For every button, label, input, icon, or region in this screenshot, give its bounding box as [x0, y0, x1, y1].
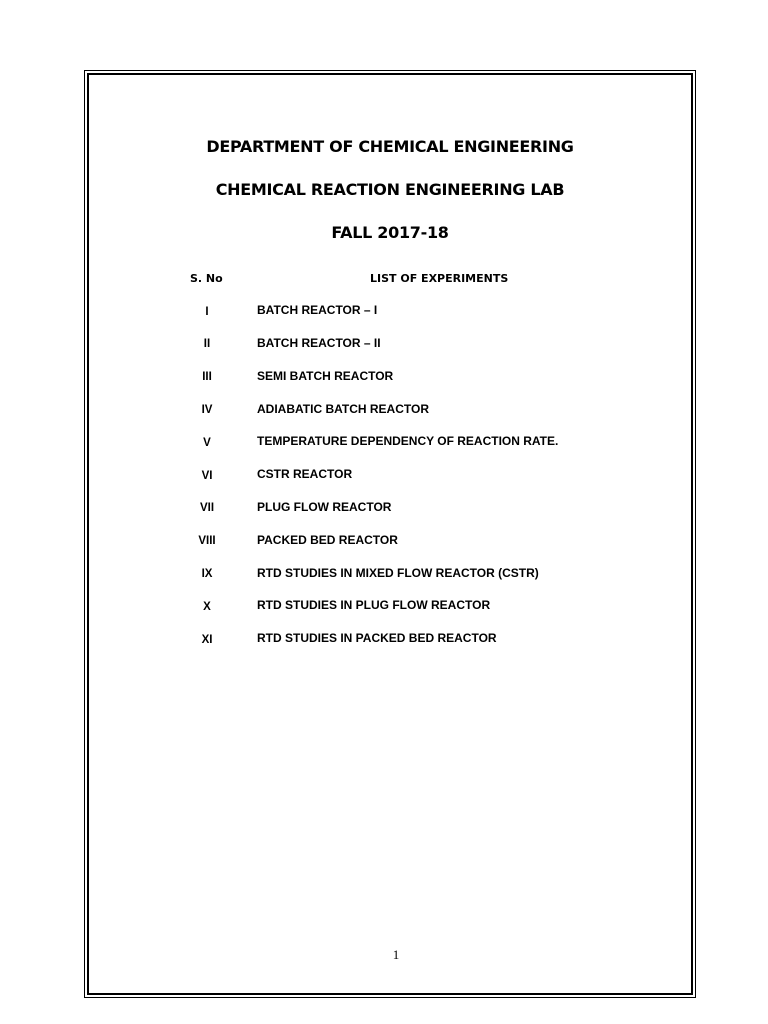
row-number: IX [201, 568, 213, 580]
experiment-title: ADIABATIC BATCH REACTOR [257, 402, 429, 416]
experiment-title: RTD STUDIES IN MIXED FLOW REACTOR (CSTR) [257, 566, 539, 580]
experiment-title: PACKED BED REACTOR [257, 533, 398, 547]
row-number: XI [201, 634, 213, 646]
row-number: II [203, 338, 211, 350]
department-title: DEPARTMENT OF CHEMICAL ENGINEERING [206, 137, 574, 156]
lab-title: CHEMICAL REACTION ENGINEERING LAB [215, 180, 565, 199]
row-number: V [203, 437, 211, 449]
experiment-title: CSTR REACTOR [257, 467, 353, 481]
term-title: FALL 2017-18 [331, 223, 449, 242]
row-number: VII [199, 502, 215, 514]
column-header-experiments: LIST OF EXPERIMENTS [370, 272, 509, 285]
row-number: VIII [198, 535, 216, 547]
row-number: X [203, 601, 211, 613]
experiment-title: RTD STUDIES IN PACKED BED REACTOR [257, 631, 497, 645]
page-number: 1 [392, 947, 400, 962]
experiment-title: PLUG FLOW REACTOR [257, 500, 392, 514]
experiment-title: BATCH REACTOR – II [257, 336, 381, 350]
row-number: IV [201, 404, 213, 416]
row-number: III [202, 371, 212, 383]
row-number: I [205, 306, 209, 318]
row-number: VI [201, 470, 213, 482]
experiment-title: RTD STUDIES IN PLUG FLOW REACTOR [257, 598, 491, 612]
column-header-sno: S. No [190, 272, 223, 285]
experiment-title: SEMI BATCH REACTOR [257, 369, 394, 383]
experiment-title: BATCH REACTOR – I [257, 303, 378, 317]
experiment-title: TEMPERATURE DEPENDENCY OF REACTION RATE. [257, 434, 559, 448]
